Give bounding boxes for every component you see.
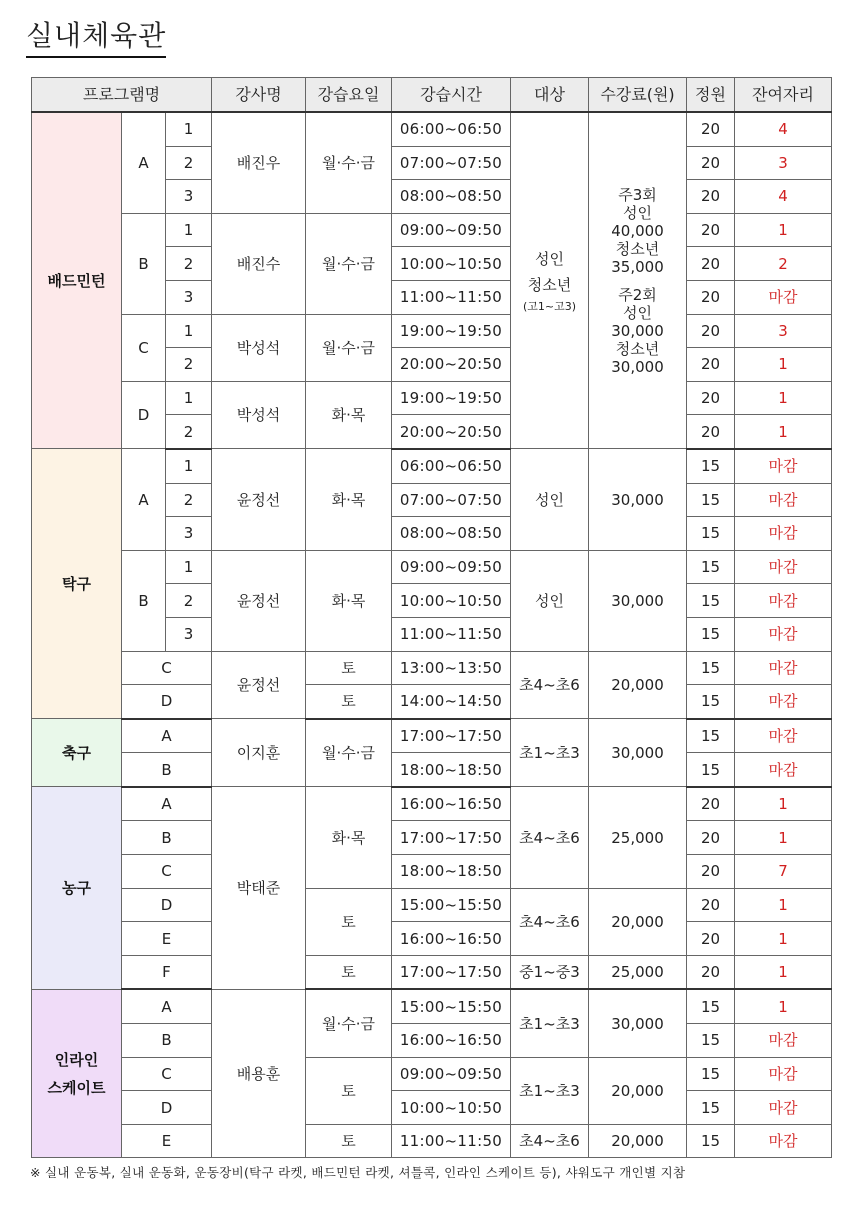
- days: 월·수·금: [306, 213, 392, 314]
- time: 15:00~15:50: [392, 888, 511, 922]
- remaining-seats: 1: [735, 821, 832, 855]
- session-number: 1: [166, 550, 212, 584]
- capacity: 15: [687, 1091, 735, 1125]
- remaining-seats: 4: [735, 112, 832, 146]
- target-line: 성인: [535, 249, 564, 268]
- session-number: 1: [166, 314, 212, 348]
- time: 14:00~14:50: [392, 685, 511, 719]
- table-row: [32, 651, 832, 685]
- capacity: 15: [687, 584, 735, 618]
- time: 20:00~20:50: [392, 348, 511, 382]
- time: 15:00~15:50: [392, 989, 511, 1023]
- table-row: [32, 314, 832, 348]
- time: 17:00~17:50: [392, 821, 511, 855]
- session-number: 3: [166, 280, 212, 314]
- table-row: [32, 449, 832, 483]
- target: 성인: [511, 550, 589, 651]
- capacity: 15: [687, 617, 735, 651]
- remaining-seats: 1: [735, 348, 832, 382]
- capacity: 20: [687, 922, 735, 956]
- group-label: A: [122, 112, 166, 213]
- page-title: 실내체육관: [26, 14, 166, 58]
- time: 06:00~06:50: [392, 449, 511, 483]
- table-row: [32, 922, 832, 956]
- capacity: 20: [687, 787, 735, 821]
- capacity: 20: [687, 247, 735, 281]
- target: 초1~초3: [511, 989, 589, 1057]
- header-row: [32, 78, 832, 113]
- instructor: 박성석: [212, 381, 306, 449]
- time: 09:00~09:50: [392, 213, 511, 247]
- remaining-seats: 1: [735, 381, 832, 415]
- group-label: D: [122, 381, 166, 449]
- capacity: 20: [687, 381, 735, 415]
- time: 16:00~16:50: [392, 922, 511, 956]
- time: 18:00~18:50: [392, 753, 511, 787]
- program-tabletennis: 탁구: [32, 449, 122, 719]
- capacity: 15: [687, 1057, 735, 1091]
- remaining-seats: 1: [735, 787, 832, 821]
- time: 19:00~19:50: [392, 314, 511, 348]
- remaining-seats: 1: [735, 989, 832, 1023]
- target: 중1~중3: [511, 955, 589, 989]
- remaining-seats: 마감: [735, 584, 832, 618]
- days: 월·수·금: [306, 112, 392, 213]
- session-number: 1: [166, 381, 212, 415]
- fee: 30,000: [589, 449, 687, 550]
- program-inline-skate: [32, 989, 122, 1157]
- header-days: 강습요일: [306, 78, 392, 113]
- fee-line: 청소년: [615, 339, 660, 358]
- fee: 30,000: [589, 989, 687, 1057]
- remaining-seats: 마감: [735, 685, 832, 719]
- capacity: 15: [687, 989, 735, 1023]
- target: 초4~초6: [511, 651, 589, 719]
- time: 16:00~16:50: [392, 1024, 511, 1058]
- time: 10:00~10:50: [392, 247, 511, 281]
- time: 11:00~11:50: [392, 280, 511, 314]
- group-label: B: [122, 550, 166, 651]
- target: 성인: [511, 449, 589, 550]
- days: 토: [306, 1057, 392, 1124]
- schedule-table: [31, 77, 832, 1158]
- session-number: 1: [166, 112, 212, 146]
- target-badminton: [511, 112, 589, 449]
- capacity: 20: [687, 348, 735, 382]
- remaining-seats: 마감: [735, 1124, 832, 1158]
- remaining-seats: 마감: [735, 719, 832, 753]
- capacity: 20: [687, 112, 735, 146]
- session-number: 2: [166, 584, 212, 618]
- footnote: ※ 실내 운동복, 실내 운동화, 운동장비(탁구 라켓, 배드민턴 라켓, 셔틀콕, 인라인 스케이트 등), 샤워도구 개인별 지참: [30, 1165, 686, 1180]
- remaining-seats: 4: [735, 180, 832, 214]
- session-number: 2: [166, 415, 212, 449]
- fee-line: 청소년: [615, 239, 660, 258]
- program-name-line: 스케이트: [47, 1078, 106, 1097]
- time: 20:00~20:50: [392, 415, 511, 449]
- capacity: 15: [687, 1024, 735, 1058]
- time: 13:00~13:50: [392, 651, 511, 685]
- instructor: 윤정선: [212, 449, 306, 550]
- time: 07:00~07:50: [392, 146, 511, 180]
- capacity: 20: [687, 415, 735, 449]
- days: 화·목: [306, 550, 392, 651]
- table-row: [32, 855, 832, 889]
- fee: 25,000: [589, 787, 687, 888]
- header-capacity: 정원: [687, 78, 735, 113]
- capacity: 15: [687, 685, 735, 719]
- capacity: 15: [687, 719, 735, 753]
- days: 월·수·금: [306, 989, 392, 1057]
- session-number: 2: [166, 483, 212, 517]
- table-row: [32, 753, 832, 787]
- target: 초1~초3: [511, 1057, 589, 1124]
- days: 월·수·금: [306, 719, 392, 787]
- capacity: 20: [687, 280, 735, 314]
- remaining-seats: 1: [735, 955, 832, 989]
- time: 08:00~08:50: [392, 517, 511, 551]
- remaining-seats: 마감: [735, 517, 832, 551]
- remaining-seats: 3: [735, 146, 832, 180]
- table-row: [32, 381, 832, 415]
- fee: 20,000: [589, 1124, 687, 1158]
- fee: 20,000: [589, 651, 687, 719]
- time: 06:00~06:50: [392, 112, 511, 146]
- fee-line: 성인: [623, 203, 652, 222]
- capacity: 20: [687, 821, 735, 855]
- capacity: 15: [687, 449, 735, 483]
- program-name-line: 인라인: [54, 1050, 99, 1069]
- table-row: [32, 989, 832, 1023]
- session-number: 2: [166, 348, 212, 382]
- instructor: 이지훈: [212, 719, 306, 787]
- header-remaining: 잔여자리: [735, 78, 832, 113]
- group-label: A: [122, 449, 166, 550]
- remaining-seats: 2: [735, 247, 832, 281]
- remaining-seats: 1: [735, 888, 832, 922]
- group-label: B: [122, 1024, 212, 1058]
- days: 토: [306, 685, 392, 719]
- target-line: 청소년: [527, 275, 572, 294]
- remaining-seats: 마감: [735, 753, 832, 787]
- fee: 20,000: [589, 1057, 687, 1124]
- group-label: A: [122, 989, 212, 1023]
- days: 토: [306, 651, 392, 685]
- table-row: [32, 1124, 832, 1158]
- table-row: [32, 213, 832, 247]
- days: 화·목: [306, 449, 392, 550]
- capacity: 20: [687, 955, 735, 989]
- header-time: 강습시간: [392, 78, 511, 113]
- fee: 25,000: [589, 955, 687, 989]
- program-basketball: 농구: [32, 787, 122, 990]
- fee: 30,000: [589, 719, 687, 787]
- group-label: B: [122, 213, 166, 314]
- table-row: [32, 685, 832, 719]
- fee-line: 주3회: [618, 185, 657, 204]
- session-number: 1: [166, 449, 212, 483]
- fee: 30,000: [589, 550, 687, 651]
- session-number: 3: [166, 180, 212, 214]
- time: 19:00~19:50: [392, 381, 511, 415]
- days: 토: [306, 888, 392, 955]
- capacity: 15: [687, 483, 735, 517]
- capacity: 20: [687, 855, 735, 889]
- header-instructor: 강사명: [212, 78, 306, 113]
- time: 17:00~17:50: [392, 719, 511, 753]
- remaining-seats: 1: [735, 922, 832, 956]
- table-row: [32, 1091, 832, 1125]
- capacity: 15: [687, 1124, 735, 1158]
- capacity: 20: [687, 180, 735, 214]
- table-row: [32, 888, 832, 922]
- remaining-seats: 마감: [735, 1024, 832, 1058]
- days: 화·목: [306, 787, 392, 888]
- time: 10:00~10:50: [392, 1091, 511, 1125]
- group-label: B: [122, 821, 212, 855]
- session-number: 2: [166, 146, 212, 180]
- instructor: 배진우: [212, 112, 306, 213]
- table-row: [32, 1057, 832, 1091]
- target: 초1~초3: [511, 719, 589, 787]
- target: 초4~초6: [511, 787, 589, 888]
- fee-line: 성인: [623, 303, 652, 322]
- time: 09:00~09:50: [392, 550, 511, 584]
- fee-line: 35,000: [611, 257, 664, 276]
- remaining-seats: 1: [735, 415, 832, 449]
- group-label: E: [122, 922, 212, 956]
- remaining-seats: 1: [735, 213, 832, 247]
- group-label: D: [122, 888, 212, 922]
- remaining-seats: 마감: [735, 280, 832, 314]
- target-line: (고1~고3): [522, 299, 577, 313]
- capacity: 15: [687, 651, 735, 685]
- fee-line: 40,000: [611, 221, 664, 240]
- days: 토: [306, 1124, 392, 1158]
- remaining-seats: 마감: [735, 651, 832, 685]
- remaining-seats: 마감: [735, 1057, 832, 1091]
- capacity: 15: [687, 550, 735, 584]
- fee: 20,000: [589, 888, 687, 955]
- target: 초4~초6: [511, 1124, 589, 1158]
- remaining-seats: 마감: [735, 449, 832, 483]
- table-row: [32, 719, 832, 753]
- days: 월·수·금: [306, 314, 392, 381]
- capacity: 20: [687, 146, 735, 180]
- remaining-seats: 3: [735, 314, 832, 348]
- remaining-seats: 마감: [735, 483, 832, 517]
- remaining-seats: 마감: [735, 550, 832, 584]
- target: 초4~초6: [511, 888, 589, 955]
- time: 16:00~16:50: [392, 787, 511, 821]
- group-label: D: [122, 1091, 212, 1125]
- instructor: 배진수: [212, 213, 306, 314]
- time: 09:00~09:50: [392, 1057, 511, 1091]
- instructor: 박태준: [212, 787, 306, 990]
- time: 11:00~11:50: [392, 1124, 511, 1158]
- table-row: [32, 112, 832, 146]
- table-row: [32, 1024, 832, 1058]
- group-label: D: [122, 685, 212, 719]
- group-label: C: [122, 651, 212, 685]
- table-row: [32, 821, 832, 855]
- group-label: A: [122, 787, 212, 821]
- group-label: B: [122, 753, 212, 787]
- days: 토: [306, 955, 392, 989]
- session-number: 3: [166, 617, 212, 651]
- fee-badminton: [589, 112, 687, 449]
- time: 11:00~11:50: [392, 617, 511, 651]
- group-label: E: [122, 1124, 212, 1158]
- instructor: 윤정선: [212, 550, 306, 651]
- time: 07:00~07:50: [392, 483, 511, 517]
- time: 18:00~18:50: [392, 855, 511, 889]
- session-number: 3: [166, 517, 212, 551]
- group-label: A: [122, 719, 212, 753]
- table-row: [32, 550, 832, 584]
- instructor: 윤정선: [212, 651, 306, 719]
- header-fee: 수강료(원): [589, 78, 687, 113]
- table-row: [32, 955, 832, 989]
- group-label: C: [122, 314, 166, 381]
- program-badminton: 배드민턴: [32, 112, 122, 449]
- capacity: 20: [687, 314, 735, 348]
- group-label: C: [122, 855, 212, 889]
- group-label: C: [122, 1057, 212, 1091]
- header-target: 대상: [511, 78, 589, 113]
- instructor: 박성석: [212, 314, 306, 381]
- group-label: F: [122, 955, 212, 989]
- time: 08:00~08:50: [392, 180, 511, 214]
- time: 17:00~17:50: [392, 955, 511, 989]
- capacity: 20: [687, 213, 735, 247]
- capacity: 15: [687, 753, 735, 787]
- fee-line: 30,000: [611, 357, 664, 376]
- program-soccer: 축구: [32, 719, 122, 787]
- session-number: 2: [166, 247, 212, 281]
- fee-line: 30,000: [611, 321, 664, 340]
- remaining-seats: 마감: [735, 1091, 832, 1125]
- instructor: 배용훈: [212, 989, 306, 1157]
- header-program: 프로그램명: [32, 78, 212, 113]
- time: 10:00~10:50: [392, 584, 511, 618]
- session-number: 1: [166, 213, 212, 247]
- table-row: [32, 787, 832, 821]
- capacity: 20: [687, 888, 735, 922]
- fee-line: 주2회: [618, 285, 657, 304]
- remaining-seats: 마감: [735, 617, 832, 651]
- days: 화·목: [306, 381, 392, 449]
- capacity: 15: [687, 517, 735, 551]
- remaining-seats: 7: [735, 855, 832, 889]
